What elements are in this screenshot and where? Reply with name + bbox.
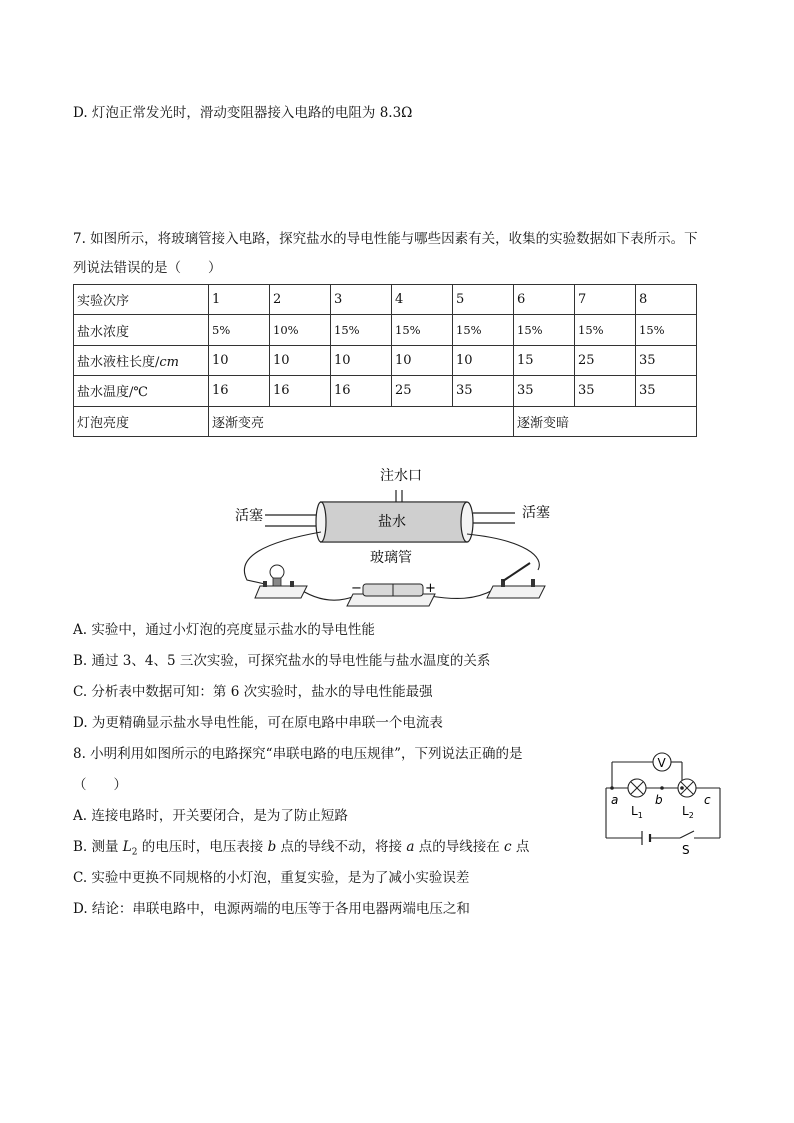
table-row-length (74, 345, 697, 375)
table-row-concentration (74, 315, 697, 345)
cell: 25 (575, 345, 636, 375)
q8-option-d: D. 结论：串联电路中，电源两端的电压等于各用电器两端电压之和 (73, 901, 470, 917)
q7-data-table (73, 284, 697, 437)
option-b-L: L (122, 839, 132, 855)
cell: 16 (270, 376, 331, 406)
label-prefix: 盐水液柱长度/ (77, 354, 160, 370)
cell: 5% (209, 315, 270, 345)
point-a-label: a (611, 793, 619, 807)
cell: 10 (209, 345, 270, 375)
q7-option-b: B. 通过 3、4、5 三次实验，可探究盐水的导电性能与盐水温度的关系 (73, 653, 491, 669)
option-b-text: B. 测量 (73, 839, 123, 855)
q8-option-b (73, 837, 529, 863)
voltmeter-label: V (657, 756, 666, 770)
row-label: 实验次序 (74, 285, 209, 315)
label-unit: cm (159, 354, 179, 370)
q8-option-a: A. 连接电路时，开关要闭合，是为了防止短路 (73, 808, 348, 824)
series-circuit-figure (598, 740, 728, 856)
option-b-text: 点的导线接在 (414, 839, 504, 855)
cell: 15% (514, 315, 575, 345)
cell: 10 (270, 345, 331, 375)
battery-minus-label: − (351, 581, 362, 596)
cell: 15% (392, 315, 453, 345)
cell: 2 (270, 285, 331, 315)
cell: 16 (331, 376, 392, 406)
row-label: 盐水浓度 (74, 315, 209, 345)
lamp-l1-label (631, 804, 643, 820)
q6-option-d: D. 灯泡正常发光时，滑动变阻器接入电路的电阻为 8.3Ω (73, 105, 413, 121)
table-row-header (74, 285, 697, 315)
q7-stem-line2: 列说法错误的是（ ） (73, 260, 222, 276)
switch-label: S (682, 843, 690, 856)
row-label: 盐水温度/℃ (74, 376, 209, 406)
cell-brighter: 逐渐变亮 (209, 406, 514, 436)
L2-sub: 2 (688, 811, 694, 820)
cell: 5 (453, 285, 514, 315)
row-label: 灯泡亮度 (74, 406, 209, 436)
battery-symbol-icon (642, 831, 650, 845)
cell: 15% (453, 315, 514, 345)
cell: 15% (331, 315, 392, 345)
cell: 8 (636, 285, 697, 315)
cell: 10 (392, 345, 453, 375)
inlet-label: 注水口 (380, 468, 422, 484)
cell: 25 (392, 376, 453, 406)
option-b-sub: 2 (131, 847, 138, 858)
cell: 15% (575, 315, 636, 345)
q7-option-c: C. 分析表中数据可知：第 6 次实验时，盐水的导电性能最强 (73, 684, 433, 700)
glass-tube-label: 玻璃管 (370, 550, 412, 566)
q8-option-c: C. 实验中更换不同规格的小灯泡，重复实验，是为了减小实验误差 (73, 870, 470, 886)
switch-symbol-icon (680, 831, 694, 838)
row-label (74, 345, 209, 375)
right-piston-label: 活塞 (522, 505, 550, 521)
cell: 35 (453, 376, 514, 406)
cell: 35 (575, 376, 636, 406)
cell: 35 (514, 376, 575, 406)
point-b-label: b (655, 793, 663, 807)
point-c-label: c (704, 793, 711, 807)
q7-option-d: D. 为更精确显示盐水导电性能，可在原电路中串联一个电流表 (73, 715, 443, 731)
saltwater-label: 盐水 (378, 514, 406, 530)
lamp-l2-label (682, 804, 694, 820)
option-b-text: 点 (511, 839, 530, 855)
cell: 10 (331, 345, 392, 375)
cell: 7 (575, 285, 636, 315)
cell: 15 (514, 345, 575, 375)
option-b-text: 的电压时，电压表接 (137, 839, 268, 855)
cell: 10 (453, 345, 514, 375)
bulb-on-board-icon (255, 565, 307, 598)
cell: 10% (270, 315, 331, 345)
cell-dimmer: 逐渐变暗 (514, 406, 697, 436)
knife-switch-icon (487, 563, 545, 598)
table-row-temperature (74, 376, 697, 406)
cell: 3 (331, 285, 392, 315)
q8-stem-line1: 8. 小明利用如图所示的电路探究“串联电路的电压规律”，下列说法正确的是 (73, 746, 523, 762)
lamp-l1-icon (628, 779, 646, 797)
L1-sub: 1 (637, 811, 643, 820)
cell: 15% (636, 315, 697, 345)
option-b-text: 点的导线不动，将接 (276, 839, 407, 855)
cell: 35 (636, 345, 697, 375)
option-b-point-a: a (406, 839, 415, 855)
L1-letter: L (631, 804, 638, 818)
cell: 16 (209, 376, 270, 406)
q7-option-a: A. 实验中，通过小灯泡的亮度显示盐水的导电性能 (73, 622, 375, 638)
L2-letter: L (682, 804, 689, 818)
cell: 4 (392, 285, 453, 315)
battery-plus-label: + (425, 581, 436, 596)
q7-stem-line1: 7. 如图所示，将玻璃管接入电路，探究盐水的导电性能与哪些因素有关，收集的实验数据如下表所示。下 (73, 231, 698, 247)
cell: 1 (209, 285, 270, 315)
cell: 35 (636, 376, 697, 406)
glass-tube-circuit-figure (225, 462, 565, 612)
table-row-brightness (74, 406, 697, 436)
option-b-point-b: b (267, 839, 277, 855)
q8-stem-line2: （ ） (73, 777, 127, 793)
option-b-point-c: c (504, 839, 512, 855)
left-piston-label: 活塞 (235, 508, 263, 524)
cell: 6 (514, 285, 575, 315)
voltmeter-icon (653, 753, 671, 771)
